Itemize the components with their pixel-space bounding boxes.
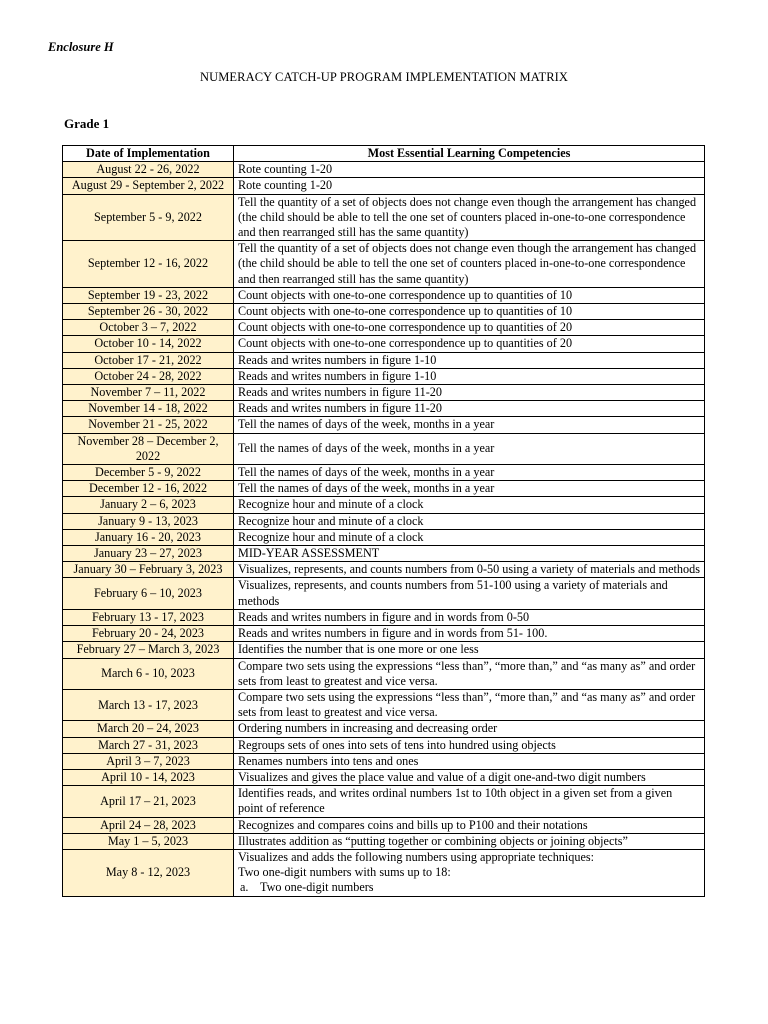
table-row (63, 352, 705, 368)
competency-cell: Tell the quantity of a set of objects does not change even though the arrangement has changed (the child should be able to tell the one set of counters placed in-one-to-one correspondence and then rearranged still has the same quantity) (234, 241, 705, 288)
date-cell: December 12 - 16, 2022 (63, 481, 234, 497)
date-cell: January 30 – February 3, 2023 (63, 562, 234, 578)
table-row (63, 578, 705, 609)
competency-cell: Illustrates addition as “putting together or combining objects or joining objects” (234, 833, 705, 849)
competency-cell: Recognizes and compares coins and bills up to P100 and their notations (234, 817, 705, 833)
competency-text: Visualizes and adds the following numbers using appropriate techniques: (238, 849, 595, 864)
date-cell: April 17 – 21, 2023 (63, 786, 234, 817)
date-cell: April 10 - 14, 2023 (63, 769, 234, 785)
competency-cell: Recognize hour and minute of a clock (234, 497, 705, 513)
table-row (63, 769, 705, 785)
document-title: NUMERACY CATCH-UP PROGRAM IMPLEMENTATION MATRIX (199, 70, 569, 84)
table-row (63, 753, 705, 769)
date-cell: January 2 – 6, 2023 (63, 497, 234, 513)
competency-cell: Tell the names of days of the week, months in a year (234, 433, 705, 464)
competency-cell: Count objects with one-to-one correspondence up to quantities of 10 (234, 304, 705, 320)
table-row (63, 465, 705, 481)
date-cell: August 29 - September 2, 2022 (63, 178, 234, 194)
table-row (63, 304, 705, 320)
table-row (63, 546, 705, 562)
table-body (63, 162, 705, 896)
table-row (63, 162, 705, 178)
competency-cell: Recognize hour and minute of a clock (234, 513, 705, 529)
table-row (63, 194, 705, 241)
table-row (63, 529, 705, 545)
competency-cell: Rote counting 1-20 (234, 178, 705, 194)
date-cell: March 20 – 24, 2023 (63, 721, 234, 737)
date-cell: September 12 - 16, 2022 (63, 241, 234, 288)
date-cell: December 5 - 9, 2022 (63, 465, 234, 481)
date-cell: April 24 – 28, 2023 (63, 817, 234, 833)
table-row (63, 513, 705, 529)
table-row (63, 368, 705, 384)
competency-cell: Visualizes, represents, and counts numbers from 0-50 using a variety of materials and methods (234, 562, 705, 578)
table-row (63, 241, 705, 288)
date-cell: October 24 - 28, 2022 (63, 368, 234, 384)
implementation-matrix-table (62, 145, 705, 897)
table-header-row (63, 146, 705, 162)
date-cell: September 5 - 9, 2022 (63, 194, 234, 241)
table-row (63, 658, 705, 689)
column-header-competencies: Most Essential Learning Competencies (234, 146, 705, 162)
table-row (63, 417, 705, 433)
enclosure-label: Enclosure H (48, 40, 114, 54)
competency-cell: Reads and writes numbers in figure and in words from 0-50 (234, 609, 705, 625)
table-row (63, 833, 705, 849)
date-cell: February 13 - 17, 2023 (63, 609, 234, 625)
competency-cell: MID-YEAR ASSESSMENT (234, 546, 705, 562)
table-row (63, 401, 705, 417)
competency-cell: Count objects with one-to-one correspondence up to quantities of 10 (234, 287, 705, 303)
date-cell: October 3 – 7, 2022 (63, 320, 234, 336)
competency-cell: Ordering numbers in increasing and decreasing order (234, 721, 705, 737)
table-row (63, 849, 705, 896)
competency-cell (234, 849, 705, 896)
date-cell: November 14 - 18, 2022 (63, 401, 234, 417)
date-cell: February 20 - 24, 2023 (63, 626, 234, 642)
table-row (63, 287, 705, 303)
table-row (63, 737, 705, 753)
date-cell: March 6 - 10, 2023 (63, 658, 234, 689)
table-row (63, 721, 705, 737)
competency-cell: Reads and writes numbers in figure and in words from 51- 100. (234, 626, 705, 642)
table-row (63, 689, 705, 720)
table-row (63, 178, 705, 194)
table-row (63, 385, 705, 401)
date-cell: January 16 - 20, 2023 (63, 529, 234, 545)
table-row (63, 609, 705, 625)
table-row (63, 481, 705, 497)
competency-cell: Visualizes and gives the place value and value of a digit one-and-two digit numbers (234, 769, 705, 785)
date-cell: March 27 - 31, 2023 (63, 737, 234, 753)
table-row (63, 817, 705, 833)
competency-cell: Renames numbers into tens and ones (234, 753, 705, 769)
table-row (63, 320, 705, 336)
date-cell: March 13 - 17, 2023 (63, 689, 234, 720)
competency-cell: Regroups sets of ones into sets of tens into hundred using objects (234, 737, 705, 753)
date-cell: February 27 – March 3, 2023 (63, 642, 234, 658)
table-row (63, 626, 705, 642)
competency-cell: Compare two sets using the expressions “less than”, “more than,” and “as many as” and order sets from least to greatest and vice versa. (234, 658, 705, 689)
date-cell: August 22 - 26, 2022 (63, 162, 234, 178)
date-cell: November 21 - 25, 2022 (63, 417, 234, 433)
competency-cell: Tell the names of days of the week, months in a year (234, 481, 705, 497)
date-cell: November 28 – December 2, 2022 (63, 433, 234, 464)
date-cell: November 7 – 11, 2022 (63, 385, 234, 401)
table-row (63, 336, 705, 352)
date-cell: January 23 – 27, 2023 (63, 546, 234, 562)
column-header-date: Date of Implementation (63, 146, 234, 162)
competency-cell: Compare two sets using the expressions “less than”, “more than,” and “as many as” and order sets from least to greatest and vice versa. (234, 689, 705, 720)
competency-cell: Visualizes, represents, and counts numbers from 51-100 using a variety of materials and methods (234, 578, 705, 609)
table-row (63, 642, 705, 658)
date-cell: May 8 - 12, 2023 (63, 849, 234, 896)
date-cell: September 19 - 23, 2022 (63, 287, 234, 303)
date-cell: October 10 - 14, 2022 (63, 336, 234, 352)
competency-cell: Recognize hour and minute of a clock (234, 529, 705, 545)
list-item-text: Two one-digit numbers (260, 880, 374, 895)
competency-cell: Reads and writes numbers in figure 1-10 (234, 368, 705, 384)
competency-cell: Reads and writes numbers in figure 11-20 (234, 385, 705, 401)
competency-cell: Tell the names of days of the week, months in a year (234, 417, 705, 433)
competency-cell: Tell the names of days of the week, months in a year (234, 465, 705, 481)
table-row (63, 562, 705, 578)
grade-heading: Grade 1 (64, 116, 110, 131)
date-cell: October 17 - 21, 2022 (63, 352, 234, 368)
table-row (63, 497, 705, 513)
competency-cell: Tell the quantity of a set of objects does not change even though the arrangement has changed (the child should be able to tell the one set of counters placed in-one-to-one correspondence and then rearranged still has the same quantity) (234, 194, 705, 241)
competency-cell: Count objects with one-to-one correspondence up to quantities of 20 (234, 320, 705, 336)
competency-cell: Reads and writes numbers in figure 1-10 (234, 352, 705, 368)
list-item (238, 880, 700, 895)
date-cell: January 9 - 13, 2023 (63, 513, 234, 529)
date-cell: September 26 - 30, 2022 (63, 304, 234, 320)
date-cell: April 3 – 7, 2023 (63, 753, 234, 769)
competency-cell: Count objects with one-to-one correspondence up to quantities of 20 (234, 336, 705, 352)
competency-cell: Reads and writes numbers in figure 11-20 (234, 401, 705, 417)
list-item-label: a. (240, 880, 249, 895)
competency-cell: Identifies the number that is one more or one less (234, 642, 705, 658)
competency-cell: Rote counting 1-20 (234, 162, 705, 178)
date-cell: May 1 – 5, 2023 (63, 833, 234, 849)
table-row (63, 433, 705, 464)
competency-cell: Identifies reads, and writes ordinal numbers 1st to 10th object in a given set from a given point of reference (234, 786, 705, 817)
date-cell: February 6 – 10, 2023 (63, 578, 234, 609)
competency-subtext: Two one-digit numbers with sums up to 18: (238, 865, 451, 880)
table-row (63, 786, 705, 817)
